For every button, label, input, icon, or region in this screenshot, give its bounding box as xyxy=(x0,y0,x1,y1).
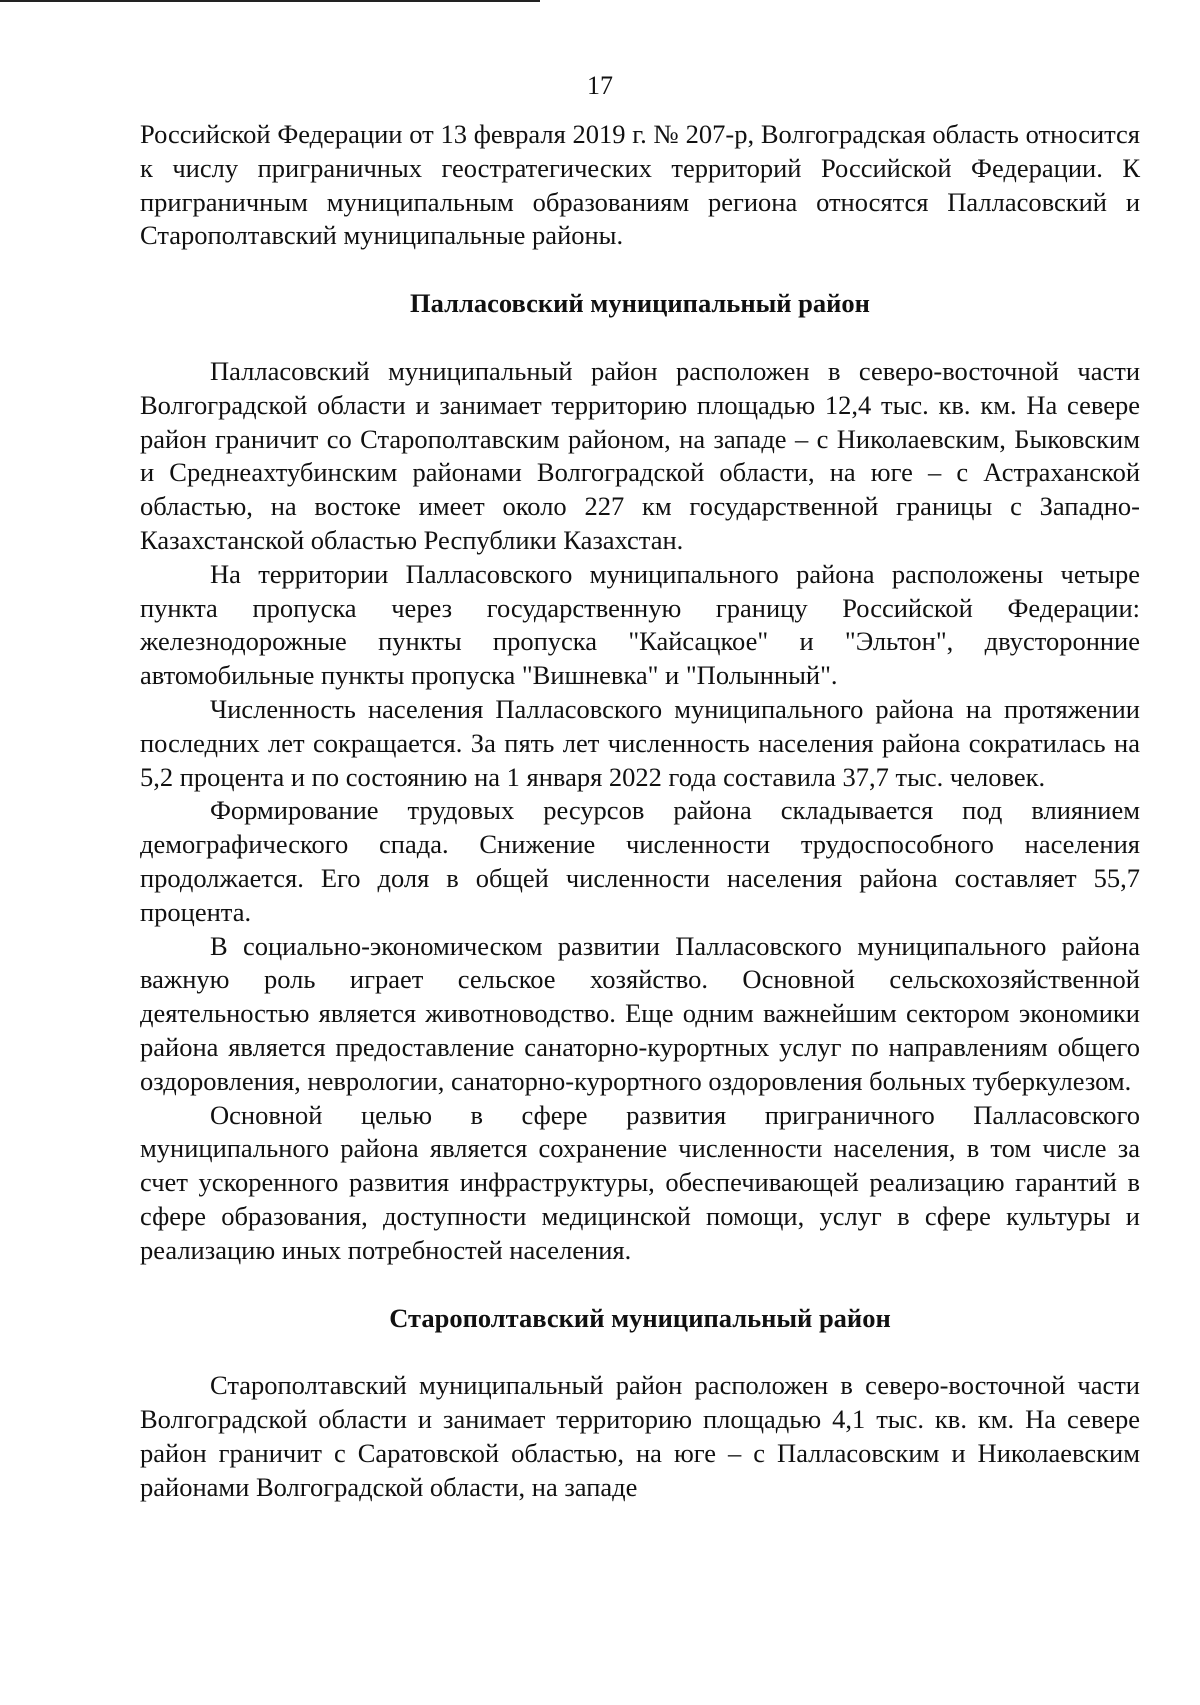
section-heading-pallasovsky: Палласовский муниципальный район xyxy=(410,288,870,319)
paragraph-location: Палласовский муниципальный район расположен в северо-восточной части Волгоградской области и занимает территорию площадью 12,4 тыс. кв. км. На севере район граничит со Старополтавским районом, на западе – с Николаевским, Быковским и Среднеахтубинским районами Волгоградской области, на юге – с Астраханской областью, на востоке имеет около 227 км государственной границы с Западно-Казахстанской областью Республики Казахстан. xyxy=(140,355,1140,555)
document-body xyxy=(140,118,1140,1504)
paragraph-labor: Формирование трудовых ресурсов района складывается под влиянием демографического спада. Снижение численности трудоспособного населения продолжается. Его доля в общей численности населения района составляет 55,7 процента. xyxy=(140,795,1140,927)
paragraph-staropoltavsky-location: Старополтавский муниципальный район расположен в северо-восточной части Волгоградской области и занимает территорию площадью 4,1 тыс. кв. км. На севере район граничит с Саратовской областью, на юге – с Палласовским и Николаевским районами Волгоградской области, на западе xyxy=(140,1370,1140,1502)
page-number: 17 xyxy=(587,71,613,100)
paragraph-checkpoints: На территории Палласовского муниципального района расположены четыре пункта пропуска через государственную границу Российской Федерации: железнодорожные пункты пропуска "Кайсацкое" и "Эльтон", двусторонние автомобильные пункты пропуска "Вишневка" и "Полынный". xyxy=(140,558,1140,691)
paragraph-intro: Российской Федерации от 13 февраля 2019 г. № 207-р, Волгоградская область относится к числу приграничных геостратегических территорий Российской Федерации. К приграничным муниципальным образованиям региона относятся Палласовский и Старополтавский муниципальные районы. xyxy=(140,119,1140,251)
scan-edge-line xyxy=(0,0,540,2)
paragraph-population: Численность населения Палласовского муниципального района на протяжении последних лет сокращается. За пять лет численность населения района сократилась на 5,2 процента и по состоянию на 1 января 2022 года составила 37,7 тыс. человек. xyxy=(140,693,1140,792)
section-heading-staropoltavsky: Старополтавский муниципальный район xyxy=(389,1302,891,1333)
paragraph-goal: Основной целью в сфере развития приграничного Палласовского муниципального района является сохранение численности населения, в том числе за счет ускоренного развития инфраструктуры, обеспечивающей реализацию гарантий в сфере образования, доступности медицинской помощи, услуг в сфере культуры и реализацию иных потребностей населения. xyxy=(140,1099,1140,1265)
paragraph-economy: В социально-экономическом развитии Палласовского муниципального района важную роль играет сельское хозяйство. Основной сельскохозяйственной деятельностью является животноводство. Еще одним важнейшим сектором экономики района является предоставление санаторно-курортных услуг по направлениям общего оздоровления, неврологии, санаторно-курортного оздоровления больных туберкулезом. xyxy=(140,930,1140,1096)
